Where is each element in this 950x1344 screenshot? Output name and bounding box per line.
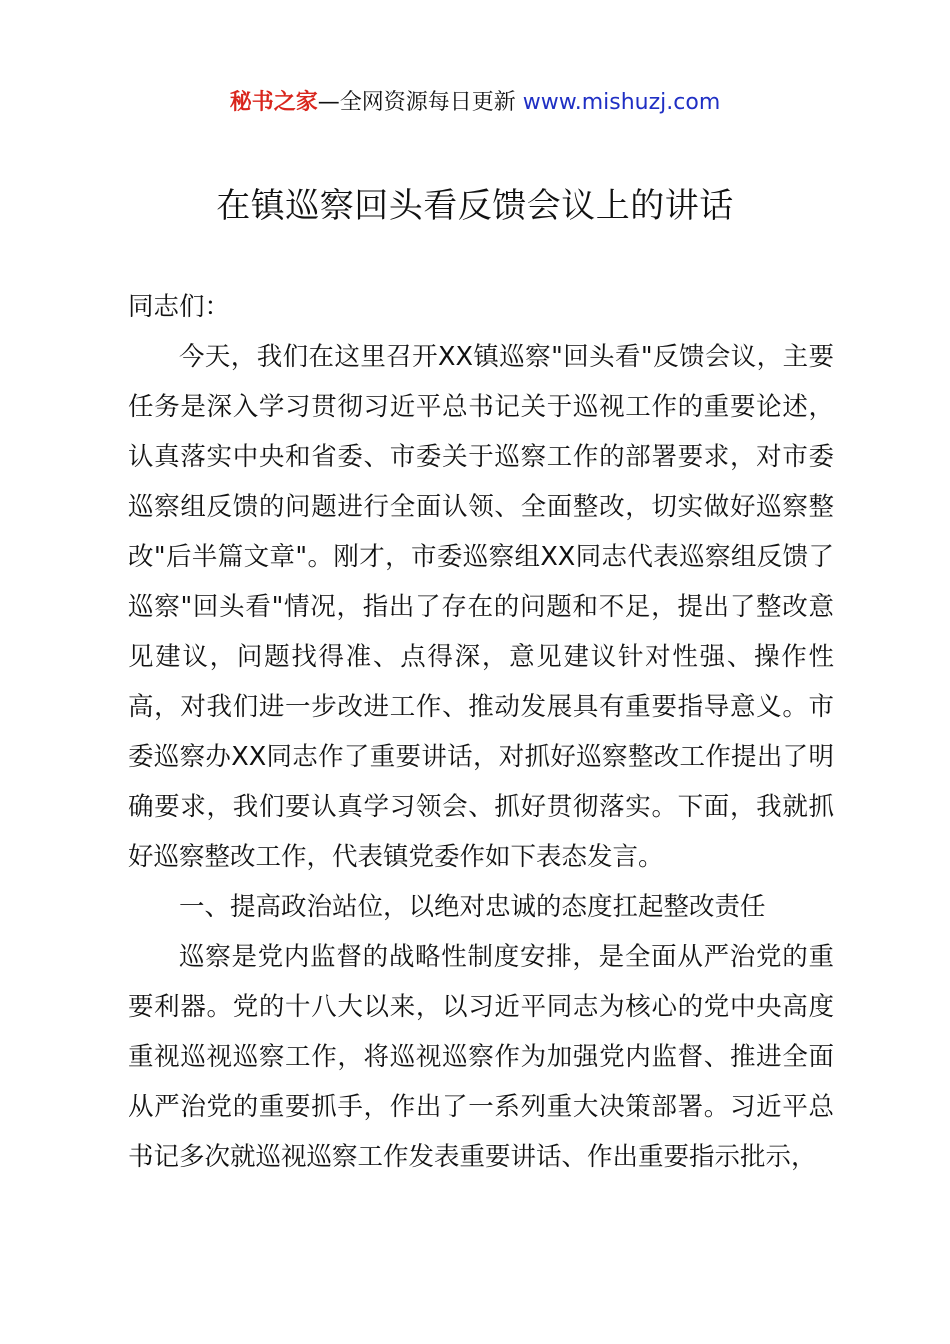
document-body <box>128 282 834 1182</box>
section-heading: 一、提高政治站位，以绝对忠诚的态度扛起整改责任 <box>179 892 766 922</box>
header-tagline: —全网资源每日更新 <box>317 90 523 115</box>
document-title: 在镇巡察回头看反馈会议上的讲话 <box>216 186 734 226</box>
salutation: 同志们： <box>128 292 231 322</box>
paragraph: 巡察是党内监督的战略性制度安排，是全面从严治党的重要利器。党的十八大以来，以习近平同志为核心的党中央高度重视巡视巡察工作，将巡视巡察作为加强党内监督、推进全面从严治党的重要抓手，作出了一系列重大决策部署。习近平总书记多次就巡视巡察工作发表重要讲话、作出重要指示批示， <box>128 942 834 1172</box>
site-url-link[interactable]: www.mishuzj.com <box>522 90 721 115</box>
brand-name: 秘书之家 <box>229 90 318 115</box>
paragraph: 今天，我们在这里召开XX镇巡察"回头看"反馈会议，主要任务是深入学习贯彻习近平总书记关于巡视工作的重要论述，认真落实中央和省委、市委关于巡察工作的部署要求，对市委巡察组反馈的问题进行全面认领、全面整改，切实做好巡察整改"后半篇文章"。刚才，市委巡察组XX同志代表巡察组反馈了巡察"回头看"情况，指出了存在的问题和不足，提出了整改意见建议，问题找得准、点得深，意见建议针对性强、操作性高，对我们进一步改进工作、推动发展具有重要指导意义。市委巡察办XX同志作了重要讲话，对抓好巡察整改工作提出了明确要求，我们要认真学习领会、抓好贯彻落实。下面，我就抓好巡察整改工作，代表镇党委作如下表态发言。 <box>128 342 834 872</box>
site-header <box>0 86 950 120</box>
